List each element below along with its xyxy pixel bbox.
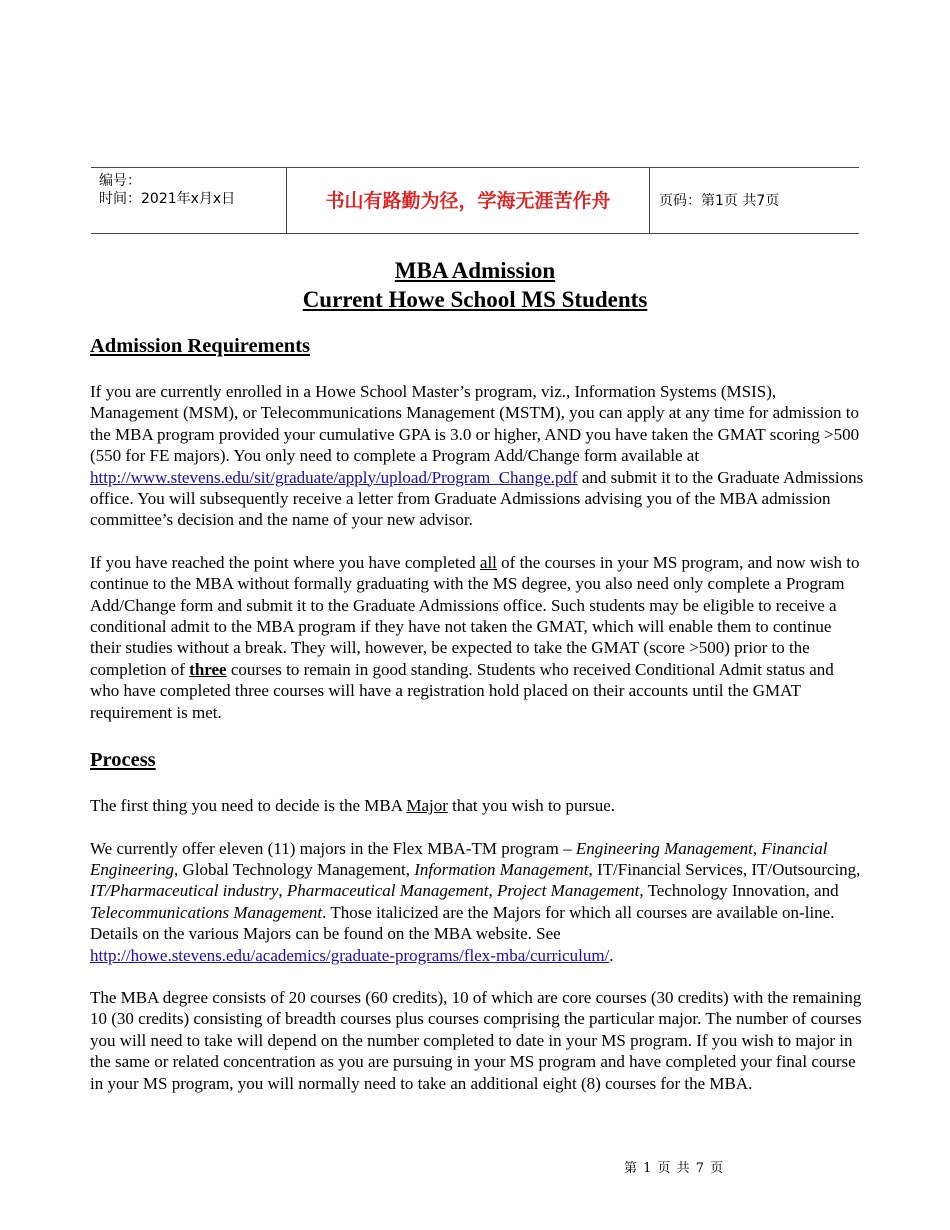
document-time-label: 时间：2021年x月x日 [99, 191, 236, 207]
title-line-2: Current Howe School MS Students [302, 287, 648, 312]
header-page-code: 页码：第1页 共7页 [659, 192, 780, 209]
process-paragraph-3: The MBA degree consists of 20 courses (60 credits), 10 of which are core courses (30 credits) with the remaining 10 (30 credits) consisting of breadth courses plus courses comprising the particular major. The number of courses you will need to take will depend on the number completed to date in your MS program. If you wish to major in the same or related concentration as you are pursuing in your MS program and have completed your final course in your MS program, you will normally need to take an additional eight (8) courses for the MBA. [90, 987, 862, 1093]
process-paragraph-2: We currently offer eleven (11) majors in the Flex MBA-TM program – Engineering Management, Financial Engineering, Global Technology Management, Information Management, IT/Financial Services, IT/Outsourcing, IT/Pharmaceutical industry, Pharmaceutical Management, Project Management, Technology Innovation, and Telecommunications Management. Those italicized are the Majors for which all courses are available on-line. Details on the various Majors can be found on the MBA website. See http://howe.stevens.edu/academics/graduate-programs/flex-mba/curriculum/. [90, 838, 861, 965]
curriculum-link[interactable]: http://howe.stevens.edu/academics/graduate-programs/flex-mba/curriculum/ [90, 945, 610, 965]
page-footer: 第 1 页 共 7 页 [624, 1161, 725, 1176]
header-motto: 书山有路勤为径，学海无涯苦作舟 [287, 168, 650, 233]
document-number-label: 编号： [99, 173, 141, 189]
header-info-cell [91, 168, 287, 233]
emphasis-three: three [189, 659, 227, 679]
program-change-link[interactable]: http://www.stevens.edu/sit/graduate/apply/upload/Program_Change.pdf [90, 467, 578, 487]
emphasis-major: Major [406, 796, 448, 816]
emphasis-all: all [479, 552, 497, 572]
admission-paragraph-1: If you are currently enrolled in a Howe School Master’s program, viz., Information Systems (MSIS), Management (MSM), or Telecommunications Management (MSTM), you can apply at any time for admission to the MBA program provided your cumulative GPA is 3.0 or higher, AND you have taken the GMAT scoring >500 (550 for FE majors). You only need to complete a Program Add/Change form available at http://www.stevens.edu/sit/graduate/apply/upload/Program_Change.pdf and submit it to the Graduate Admissions office. You will subsequently receive a letter from Graduate Admissions advising you of the MBA admission committee’s decision and the name of your new advisor. [90, 382, 864, 530]
admission-requirements-heading: Admission Requirements [90, 335, 311, 357]
process-paragraph-1: The first thing you need to decide is the MBA Major that you wish to pursue. [90, 796, 616, 816]
process-heading: Process [90, 749, 156, 772]
document-title [0, 256, 950, 314]
document-body [90, 332, 865, 1094]
admission-paragraph-2: If you have reached the point where you have completed all of the courses in your MS program, and now wish to continue to the MBA without formally graduating with the MS degree, you also need only complete a Program Add/Change form and submit it to the Graduate Admissions office. Such students may be eligible to receive a conditional admit to the MBA program if they have not taken the GMAT, which will enable them to continue their studies without a break. They will, however, be expected to take the GMAT (score >500) prior to the completion of three courses to remain in good standing. Students who received Conditional Admit status and who have completed three courses will have a registration hold placed on their accounts until the GMAT requirement is met. [90, 552, 860, 722]
title-line-1: MBA Admission [394, 258, 556, 283]
header-table [91, 167, 859, 234]
